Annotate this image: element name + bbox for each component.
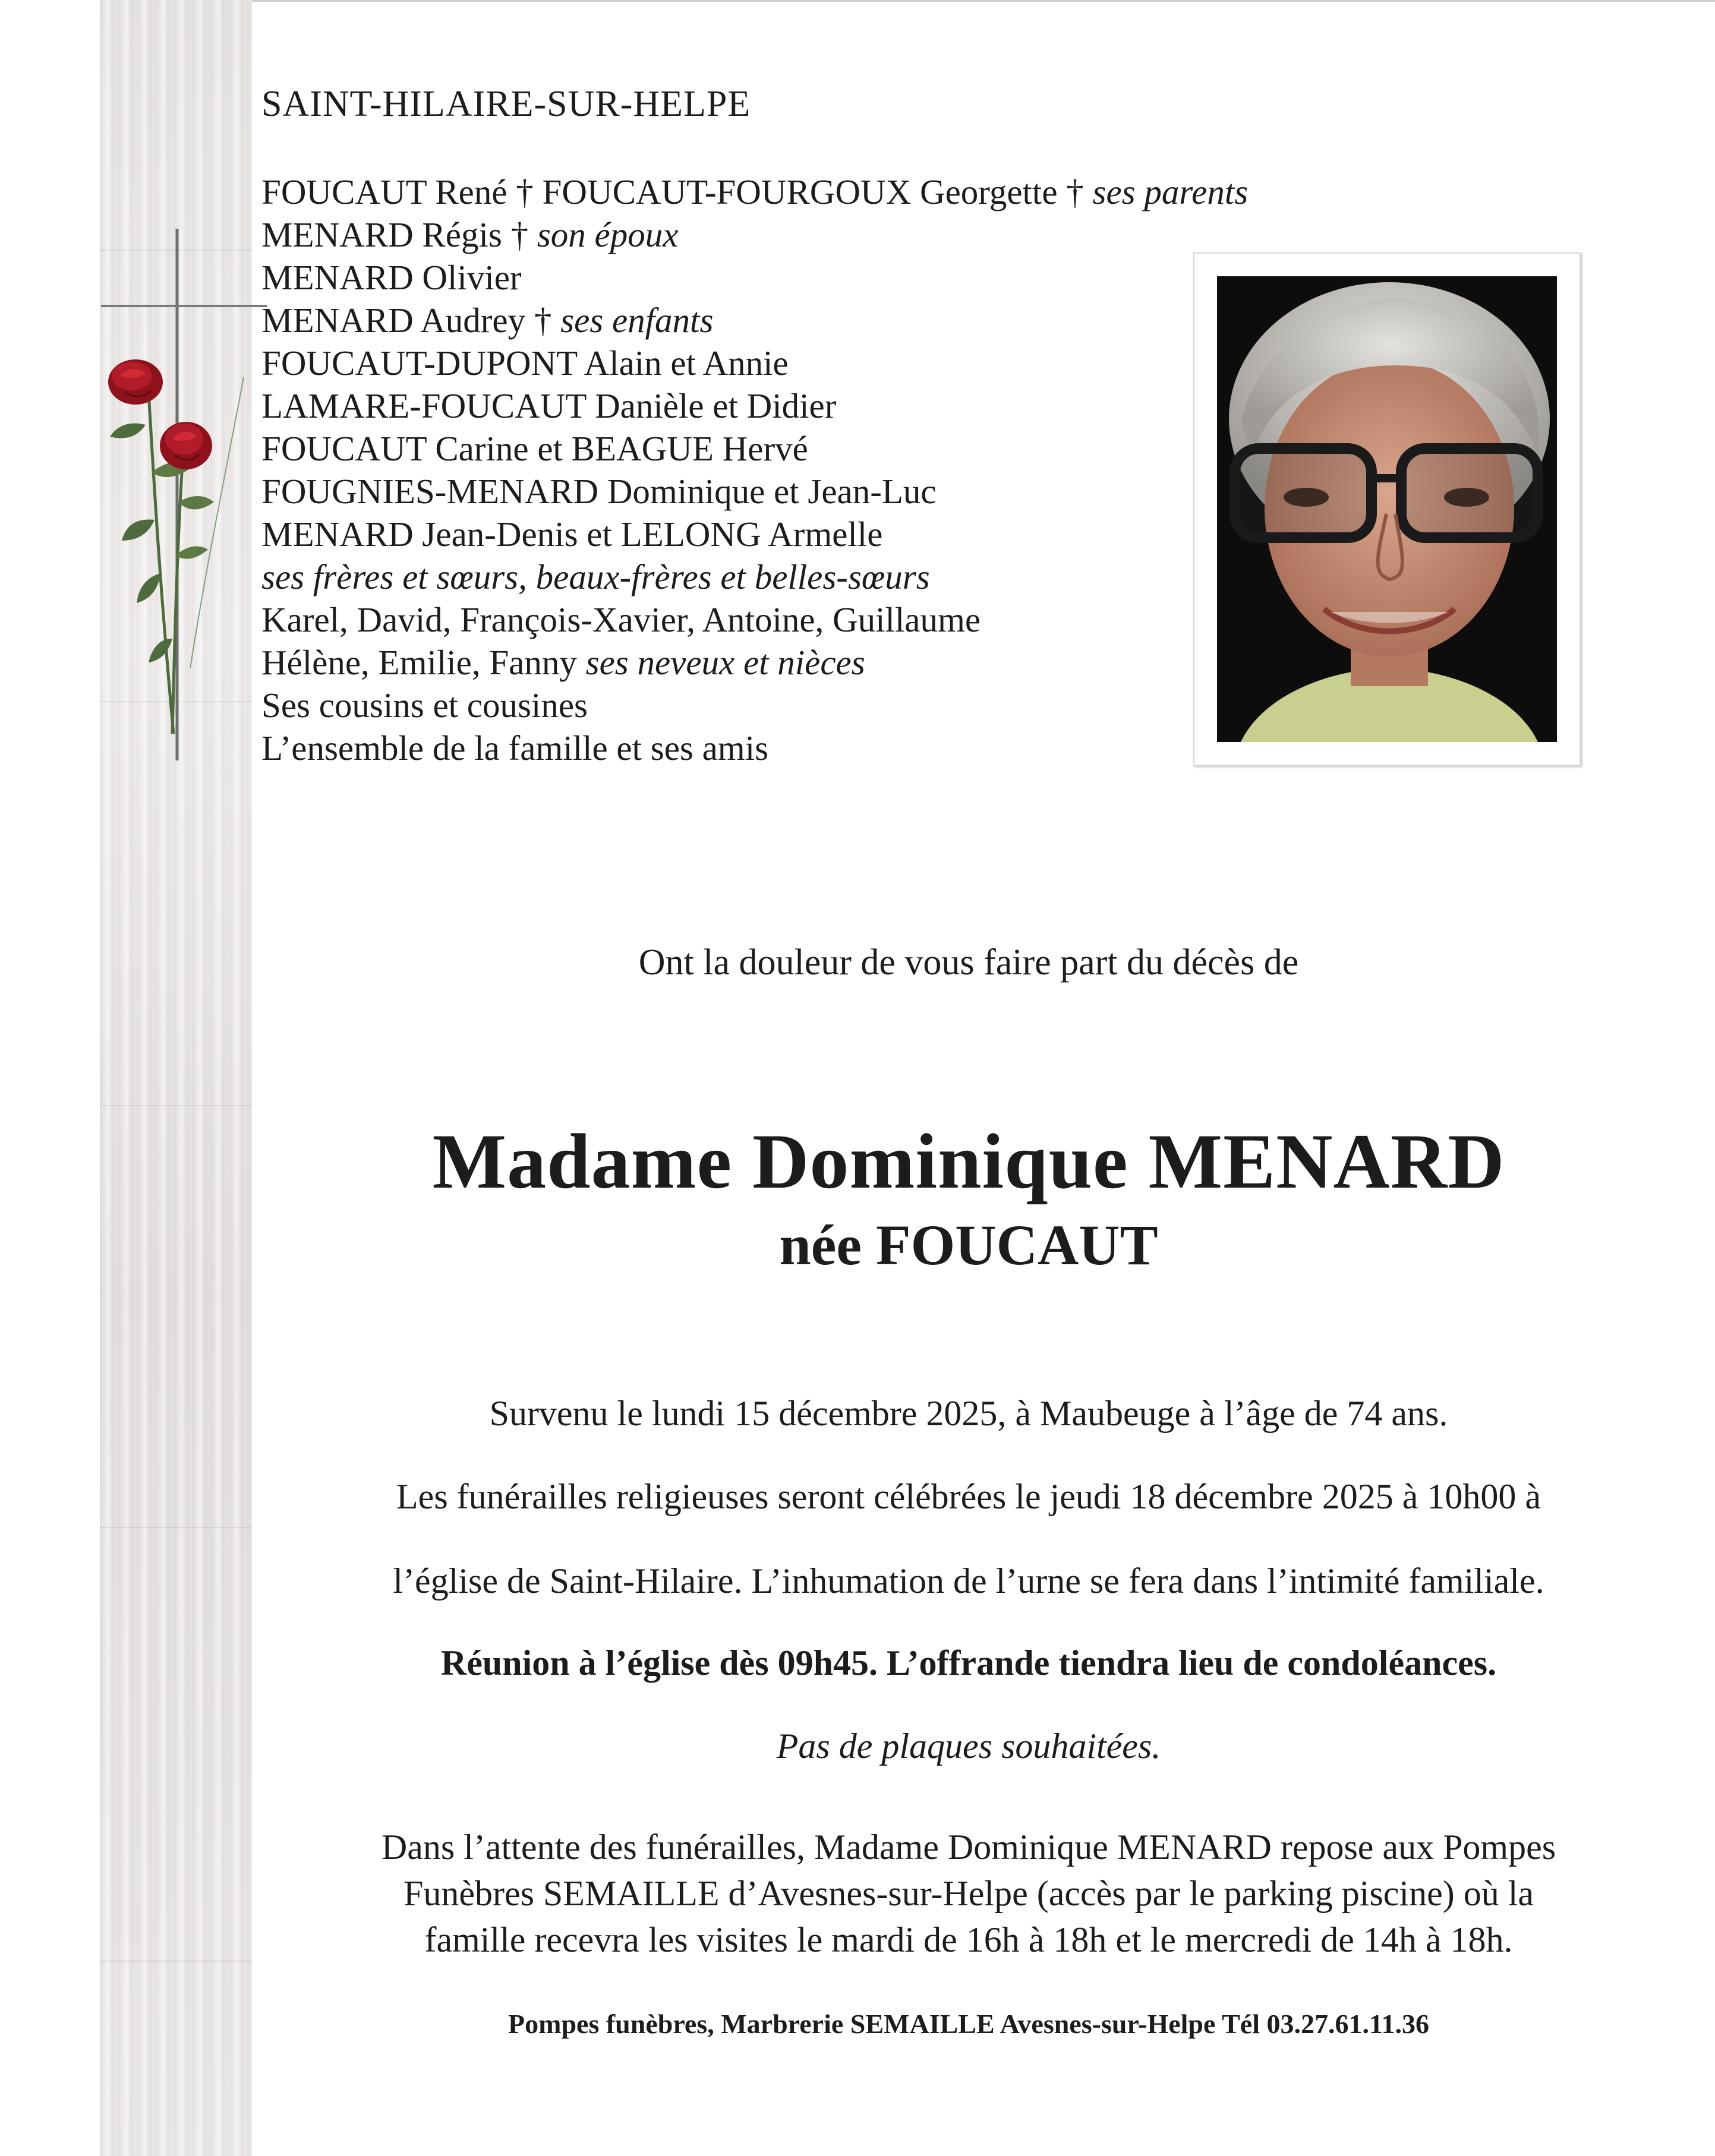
family-line: Karel, David, François-Xavier, Antoine, Guillaume (261, 600, 981, 639)
family-line: MENARD Audrey † ses enfants (261, 301, 714, 340)
visit-line: Dans l’attente des funérailles, Madame Dominique MENARD repose aux Pompes (381, 1827, 1556, 1867)
family-line: MENARD Olivier (261, 258, 522, 297)
portrait-frame (1193, 252, 1581, 766)
visit-line: Funèbres SEMAILLE d’Avesnes-sur-Helpe (accès par le parking piscine) où la (403, 1874, 1534, 1913)
family-line: FOUCAUT Carine et BEAGUE Hervé (261, 429, 808, 468)
leaf-icon (110, 424, 146, 438)
visit-details (261, 1824, 1676, 1963)
top-border-line (104, 0, 1715, 2)
funeral-details-line1: Les funérailles religieuses seront célébrées le jeudi 18 décembre 2025 à 10h00 à (396, 1477, 1541, 1516)
deceased-name: Madame Dominique MENARD (432, 1118, 1505, 1205)
portrait-photo (1217, 276, 1557, 742)
family-line: FOUCAUT René † FOUCAUT-FOURGOUX Georgette † ses parents (261, 172, 1249, 212)
family-line: ses frères et sœurs, beaux-frères et belles-sœurs (261, 557, 930, 596)
family-line: FOUCAUT-DUPONT Alain et Annie (261, 343, 789, 383)
town-heading: SAINT-HILAIRE-SUR-HELPE (261, 84, 751, 124)
cross-and-roses-decoration (89, 223, 279, 769)
death-details: Survenu le lundi 15 décembre 2025, à Maubeuge à l’âge de 74 ans. (489, 1394, 1448, 1433)
funeral-home-footer: Pompes funèbres, Marbrerie SEMAILLE Avesnes-sur-Helpe Tél 03.27.61.11.36 (508, 2009, 1429, 2039)
family-line: Ses cousins et cousines (261, 686, 588, 725)
maiden-name: née FOUCAUT (779, 1213, 1158, 1277)
rose-icon (160, 422, 212, 469)
funeral-details-line2: l’église de Saint-Hilaire. L’inhumation de l’urne se fera dans l’intimité familiale. (393, 1561, 1544, 1601)
family-line: L’ensemble de la famille et ses amis (261, 728, 769, 768)
meeting-details: Réunion à l’église dès 09h45. L’offrande tiendra lieu de condoléances. (440, 1643, 1497, 1682)
family-line: FOUGNIES-MENARD Dominique et Jean-Luc (261, 472, 937, 511)
no-plaques-note: Pas de plaques souhaitées. (776, 1726, 1161, 1766)
family-line: MENARD Jean-Denis et LELONG Armelle (261, 514, 883, 554)
family-line: LAMARE-FOUCAUT Danièle et Didier (261, 386, 837, 425)
family-line: Hélène, Emilie, Fanny ses neveux et nièces (261, 643, 865, 682)
family-list (261, 171, 1248, 769)
family-line: MENARD Régis † son époux (261, 215, 679, 254)
visit-line: famille recevra les visites le mardi de 16h à 18h et le mercredi de 14h à 18h. (424, 1920, 1513, 1959)
rose-icon (108, 359, 163, 405)
announcement-text: Ont la douleur de vous faire part du décès de (638, 942, 1299, 983)
